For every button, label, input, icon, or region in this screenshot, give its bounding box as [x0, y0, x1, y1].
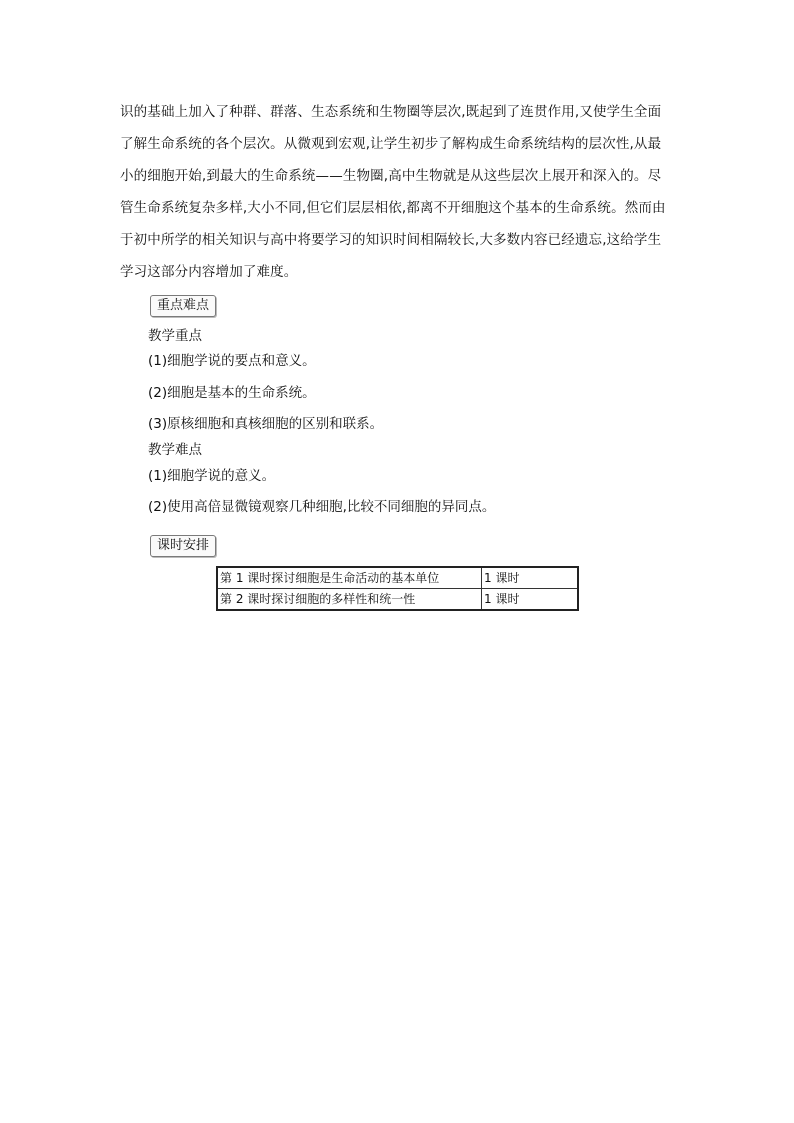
- intro-paragraph: [120, 96, 680, 288]
- lesson-cell: 第 2 课时探讨细胞的多样性和统一性: [217, 589, 482, 611]
- difficulty-item: (1)细胞学说的意义。: [148, 468, 276, 484]
- table-row: [217, 589, 578, 611]
- paragraph-line: 了解生命系统的各个层次。从微观到宏观,让学生初步了解构成生命系统结构的层次性,从最: [120, 136, 662, 152]
- paragraph-line: 于初中所学的相关知识与高中将要学习的知识时间相隔较长,大多数内容已经遗忘,这给学生: [120, 232, 662, 248]
- teaching-difficulty-heading: 教学难点: [148, 442, 202, 458]
- focus-item: (3)原核细胞和真核细胞的区别和联系。: [148, 416, 384, 432]
- paragraph-line: 识的基础上加入了种群、群落、生态系统和生物圈等层次,既起到了连贯作用,又使学生全面: [120, 104, 662, 120]
- paragraph-line: 小的细胞开始,到最大的生命系统——生物圈,高中生物就是从这些层次上展开和深入的。尽: [120, 168, 662, 184]
- paragraph-line: 管生命系统复杂多样,大小不同,但它们层层相依,都离不开细胞这个基本的生命系统。然而由: [120, 200, 666, 216]
- table-row: [217, 567, 578, 589]
- key-points-label: 重点难点: [150, 295, 216, 317]
- paragraph-line: 学习这部分内容增加了难度。: [120, 264, 298, 280]
- duration-cell: 1 课时: [482, 567, 579, 589]
- teaching-focus-heading: 教学重点: [148, 328, 202, 344]
- focus-item: (2)细胞是基本的生命系统。: [148, 385, 316, 401]
- lesson-cell: 第 1 课时探讨细胞是生命活动的基本单位: [217, 567, 482, 589]
- schedule-label: 课时安排: [150, 535, 216, 557]
- difficulty-item: (2)使用高倍显微镜观察几种细胞,比较不同细胞的异同点。: [148, 499, 496, 515]
- duration-cell: 1 课时: [482, 589, 579, 611]
- focus-item: (1)细胞学说的要点和意义。: [148, 353, 316, 369]
- schedule-table: [216, 566, 579, 611]
